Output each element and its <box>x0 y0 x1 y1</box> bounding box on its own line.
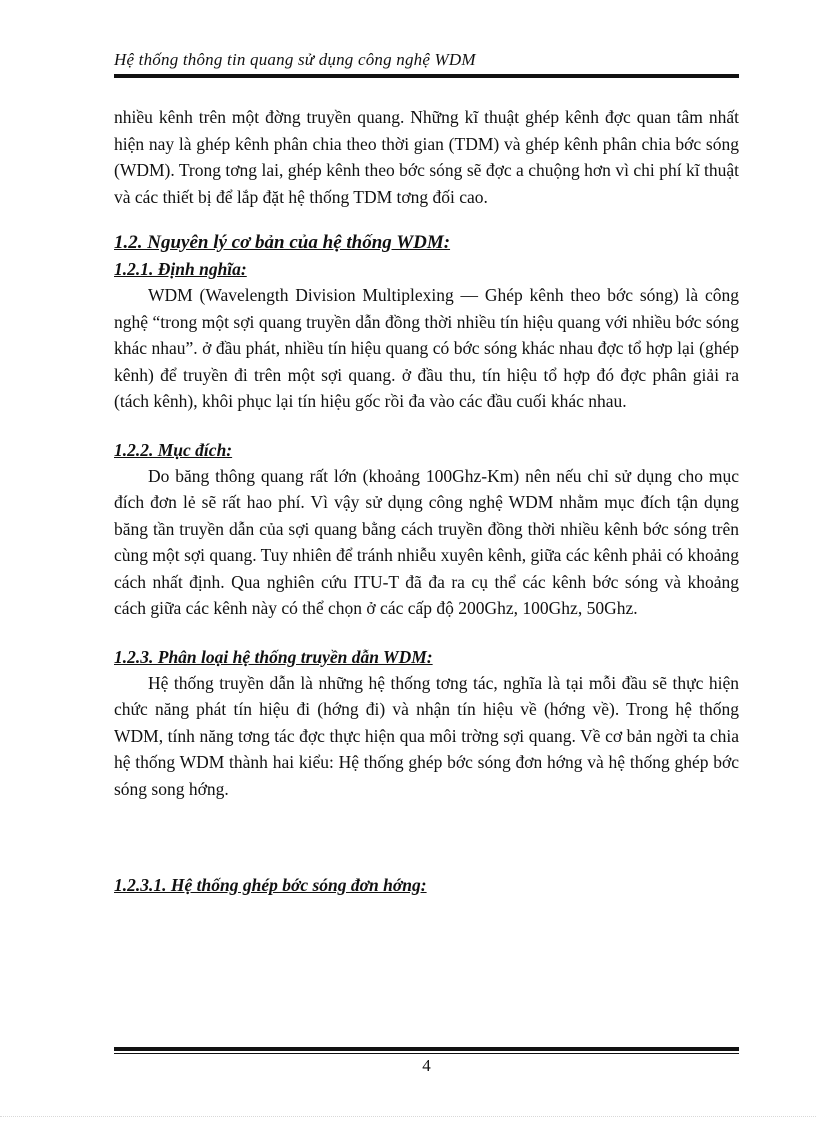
page-number: 4 <box>422 1056 431 1075</box>
section-heading-1-2: 1.2. Nguyên lý cơ bản của hệ thống WDM: <box>114 232 451 253</box>
header-rule <box>114 74 739 78</box>
subsection-heading-1-2-2: 1.2.2. Mục đích: <box>114 439 233 460</box>
page-header-title: Hệ thống thông tin quang sử dụng công nghệ WDM <box>114 50 476 69</box>
footer-rule-thin <box>114 1053 739 1054</box>
subsection-heading-1-2-3: 1.2.3. Phân loại hệ thống truyền dẫn WDM: <box>114 646 433 667</box>
page-bottom-border <box>0 1116 816 1117</box>
classification-paragraph: Hệ thống truyền dẫn là những hệ thống tơng tác, nghĩa là tại mỗi đầu sẽ thực hiện chức năng phát tín hiệu đi (hớng đi) và nhận tín hiệu về (hớng về). Trong hệ thống WDM, tính năng tơng tác đợc thực hiện qua môi trờng sợi quang. Về cơ bản ngời ta chia hệ thống WDM thành hai kiểu: Hệ thống ghép bớc sóng đơn hớng và hệ thống ghép bớc sóng song hớng. <box>114 672 739 799</box>
subsection-heading-1-2-3-1: 1.2.3.1. Hệ thống ghép bớc sóng đơn hớng: <box>114 875 427 895</box>
definition-paragraph: WDM (Wavelength Division Multiplexing — Ghép kênh theo bớc sóng) là công nghệ “trong một sợi quang truyền dẫn đồng thời nhiều tín hiệu quang với nhiều bớc sóng khác nhau”. ở đầu phát, nhiều tín hiệu quang có bớc sóng khác nhau đợc tổ hợp lại (ghép kênh) để truyền đi trên một sợi quang. ở đầu thu, tín hiệu tổ hợp đó đợc phân giải ra (tách kênh), khôi phục lại tín hiệu gốc rồi đa vào các đầu cuối khác nhau. <box>114 285 739 411</box>
footer-rule-thick <box>114 1047 739 1051</box>
intro-paragraph: nhiều kênh trên một đờng truyền quang. Những kĩ thuật ghép kênh đợc quan tâm nhất hiện nay là ghép kênh phân chia theo thời gian (TDM) và ghép kênh phân chia bớc sóng (WDM). Trong tơng lai, ghép kênh theo bớc sóng sẽ đợc a chuộng hơn vì chi phí kĩ thuật và các thiết bị để lắp đặt hệ thống TDM tơng đối cao. <box>114 107 739 207</box>
subsection-heading-1-2-1: 1.2.1. Định nghĩa: <box>114 259 247 279</box>
purpose-paragraph: Do băng thông quang rất lớn (khoảng 100Ghz-Km) nên nếu chỉ sử dụng cho mục đích đơn lẻ sẽ rất hao phí. Vì vậy sử dụng công nghệ WDM nhằm mục đích tận dụng băng tần truyền dẫn của sợi quang bằng cách truyền đồng thời nhiều kênh bớc sóng trên cùng một sợi quang. Tuy nhiên để tránh nhiễu xuyên kênh, giữa các kênh phải có khoảng cách nhất định. Qua nghiên cứu ITU-T đã đa ra cụ thể các kênh bớc sóng và khoảng cách giữa các kênh này có thể chọn ở các cấp độ 200Ghz, 100Ghz, 50Ghz. <box>114 465 739 618</box>
document-body <box>114 104 739 898</box>
